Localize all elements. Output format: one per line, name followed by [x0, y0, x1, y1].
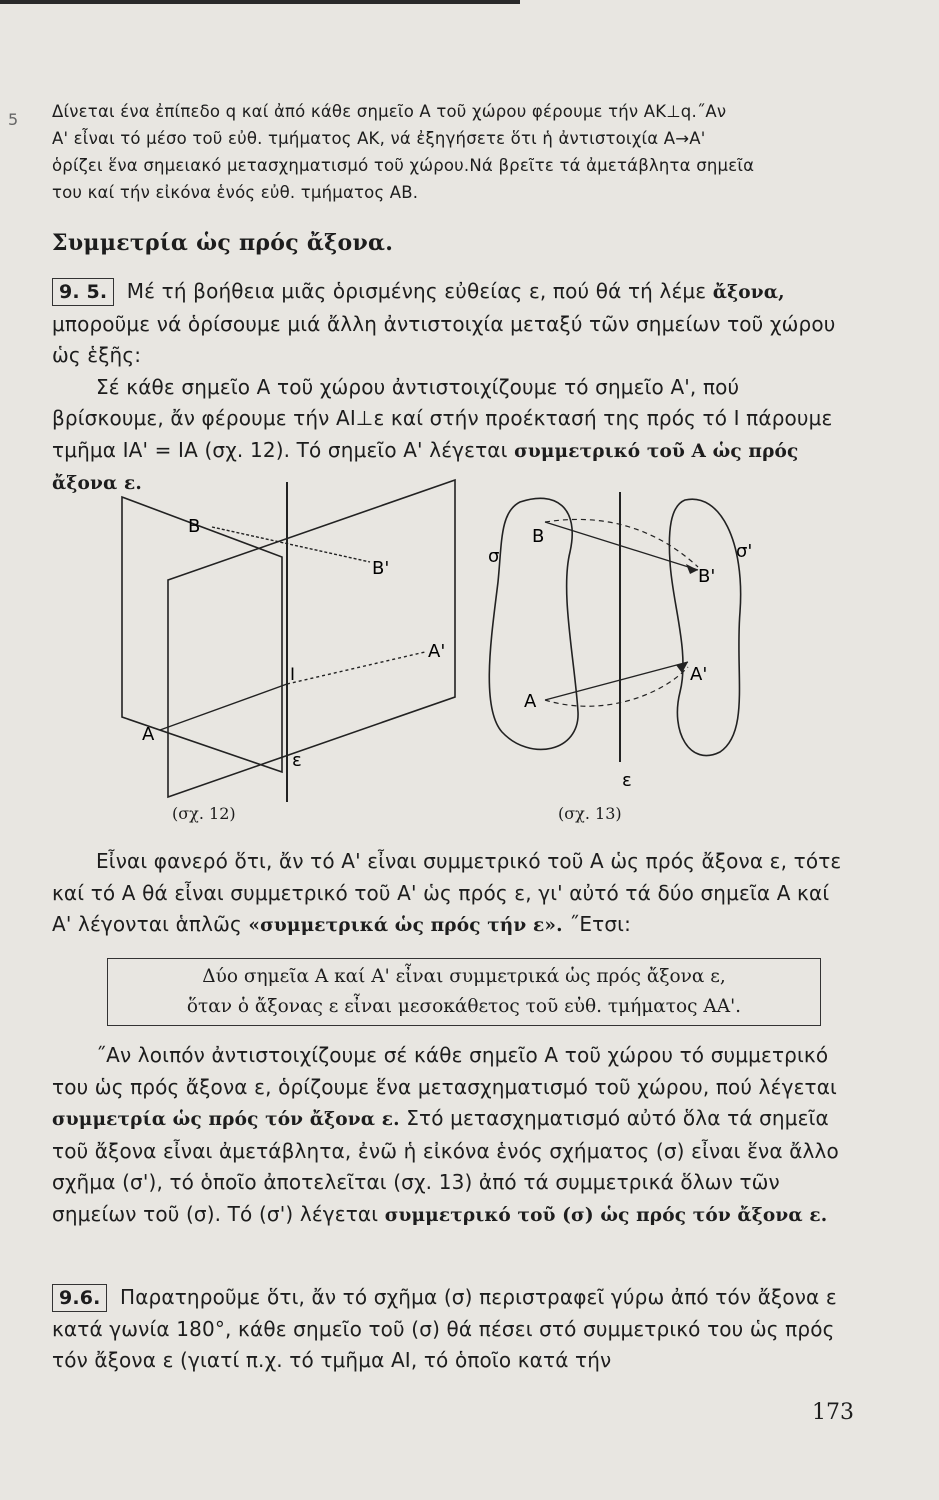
label-e-fig13: ε: [622, 770, 632, 791]
caption-fig12: (σχ. 12): [172, 804, 236, 823]
label-b-prime-fig13: B': [698, 566, 716, 587]
label-a-fig13: A: [524, 691, 537, 712]
label-b-prime: B': [372, 558, 390, 579]
exercise-5: [8, 98, 852, 206]
plane-right: [168, 480, 455, 797]
label-b: B: [188, 516, 201, 537]
term-symmetric-point: συμμετρικό τοῦ Α ὡς πρός ἄξονα ε.: [52, 440, 799, 494]
arc-a-aprime: [545, 667, 688, 706]
label-b-fig13: B: [532, 526, 545, 547]
term-symmetric-figure: συμμετρικό τοῦ (σ) ὡς πρός τόν ἄξονα ε.: [384, 1204, 828, 1226]
definition-box: [107, 958, 821, 1026]
shape-sigma-prime: [669, 499, 740, 755]
exercise-line: Δίνεται ένα ἐπίπεδο q καί ἀπό κάθε σημεῖο Α τοῦ χώρου φέρουμε τήν ΑΚ⊥q.˝Αν: [52, 102, 727, 121]
exercise-line: του καί τήν εἰκόνα ἑνός εὐθ. τμήματος ΑΒ.: [52, 183, 419, 202]
definition-line-2: ὅταν ὁ ἄξονας ε εἶναι μεσοκάθετος τοῦ εὐθ. τμήματος ΑΑ'.: [186, 996, 742, 1017]
segment-ia-prime: [287, 652, 425, 684]
label-e-fig12: ε: [292, 750, 302, 771]
label-a: A: [142, 724, 155, 745]
figures-area: [100, 462, 800, 832]
section-9-5-text-cont: μποροῦμε νά ὁρίσουμε μιά ἄλλη ἀντιστοιχία μεταξύ τῶν σημείων τοῦ χώρου ὡς ἑξῆς:: [52, 311, 836, 367]
page-number: 173: [812, 1400, 854, 1425]
exercise-line: ὁρίζει ἕνα σημειακό μετασχηματισμό τοῦ χώρου.Νά βρεῖτε τά ἀμετάβλητα σημεῖα: [52, 156, 755, 175]
transformation-text-1: ˝Αν λοιπόν ἀντιστοιχίζουμε σέ κάθε σημεῖο Α τοῦ χώρου τό συμμετρικό του ὡς πρός ἄξονα ε, ὁρίζουμε ἕνα μετασχηματισμό τοῦ χώρου, πού λέγεται: [52, 1043, 837, 1099]
segment-ai: [160, 684, 287, 730]
section-9-6-text: Παρατηροῦμε ὅτι, ἄν τό σχῆμα (σ) περιστραφεῖ γύρω ἀπό τόν ἄξονα ε κατά γωνία 180°, κάθε σημεῖο τοῦ (σ) θά πέσει στό συμμετρικό του ὡς πρός τόν ἄξονα ε (γιατί π.χ. τό τμῆμα ΑΙ, τό ὁποῖο κατά τήν: [52, 1285, 837, 1372]
paragraph-construction: Σέ κάθε σημεῖο Α τοῦ χώρου ἀντιστοιχίζουμε τό σημεῖο Α', πού βρίσκουμε, ἄν φέρουμε τήν ΑΙ⊥ε καί στήν προέκτασή της πρός τό Ι πάρουμε τμῆμα ΙΑ' = ΙΑ (σχ. 12). Τό σημεῖο Α' λέγεται: [52, 374, 833, 462]
section-number-9-6: 9.6.: [52, 1284, 107, 1312]
section-number-9-5: 9. 5.: [52, 278, 114, 306]
paragraph-transformation: [52, 1040, 852, 1231]
caption-fig13: (σχ. 13): [558, 804, 622, 823]
paragraph-symmetric-thus: ˝Ετσι:: [569, 912, 631, 936]
segment-a-aprime: [545, 662, 688, 700]
label-a-prime: A': [428, 641, 446, 662]
exercise-number: 5: [8, 110, 19, 129]
term-axis: ἄξονα,: [712, 282, 785, 303]
figure-12-svg: [100, 462, 800, 832]
label-i: I: [290, 665, 296, 685]
top-rule: [0, 0, 520, 4]
section-9-5-text: Μέ τή βοήθεια μιᾶς ὁρισμένης εὐθείας ε, πού θά τή λέμε: [126, 279, 707, 303]
paragraph-symmetric-text: Εἶναι φανερό ὅτι, ἄν τό Α' εἶναι συμμετρικό τοῦ Α ὡς πρός ἄξονα ε, τότε καί τό Α θά εἶναι συμμετρικό τοῦ Α' ὡς πρός ε, γι' αὐτό τά δύο σημεῖα Α καί Α' λέγονται ἁπλῶς: [52, 849, 842, 936]
paragraph-symmetric: [52, 846, 852, 942]
label-sigma: σ: [488, 546, 500, 567]
definition-line-1: Δύο σημεῖα Α καί Α' εἶναι συμμετρικά ὡς πρός ἄξονα ε,: [202, 966, 726, 987]
section-9-6: [52, 1282, 852, 1377]
label-a-prime-fig13: A': [690, 664, 708, 685]
label-sigma-prime: σ': [736, 541, 753, 562]
term-symmetric-wrt-e: «συμμετρικά ὡς πρός τήν ε».: [248, 915, 563, 936]
exercise-line: Α' εἶναι τό μέσο τοῦ εὐθ. τμήματος ΑΚ, νά ἐξηγήσετε ὅτι ἡ ἀντιστοιχία Α→Α': [52, 129, 706, 148]
transformation-text-2: Στό μετασχηματισμό αὐτό ὅλα τά σημεῖα τοῦ ἄξονα εἶναι ἀμετάβλητα, ἐνῶ ἡ εἰκόνα ἑνός σχήματος (σ) εἶναι ἕνα ἄλλο σχῆμα (σ'), τό ὁποῖο ἀποτελεῖται (σχ. 13) ἀπό τά συμμετρικά ὅλων τῶν σημείων τοῦ (σ). Τό (σ') λέγεται: [52, 1106, 839, 1226]
arrowhead-a: [676, 662, 688, 673]
section-heading: Συμμετρία ὡς πρός ἄξονα.: [52, 230, 394, 256]
term-axial-symmetry: συμμετρία ὡς πρός τόν ἄξονα ε.: [52, 1109, 400, 1130]
